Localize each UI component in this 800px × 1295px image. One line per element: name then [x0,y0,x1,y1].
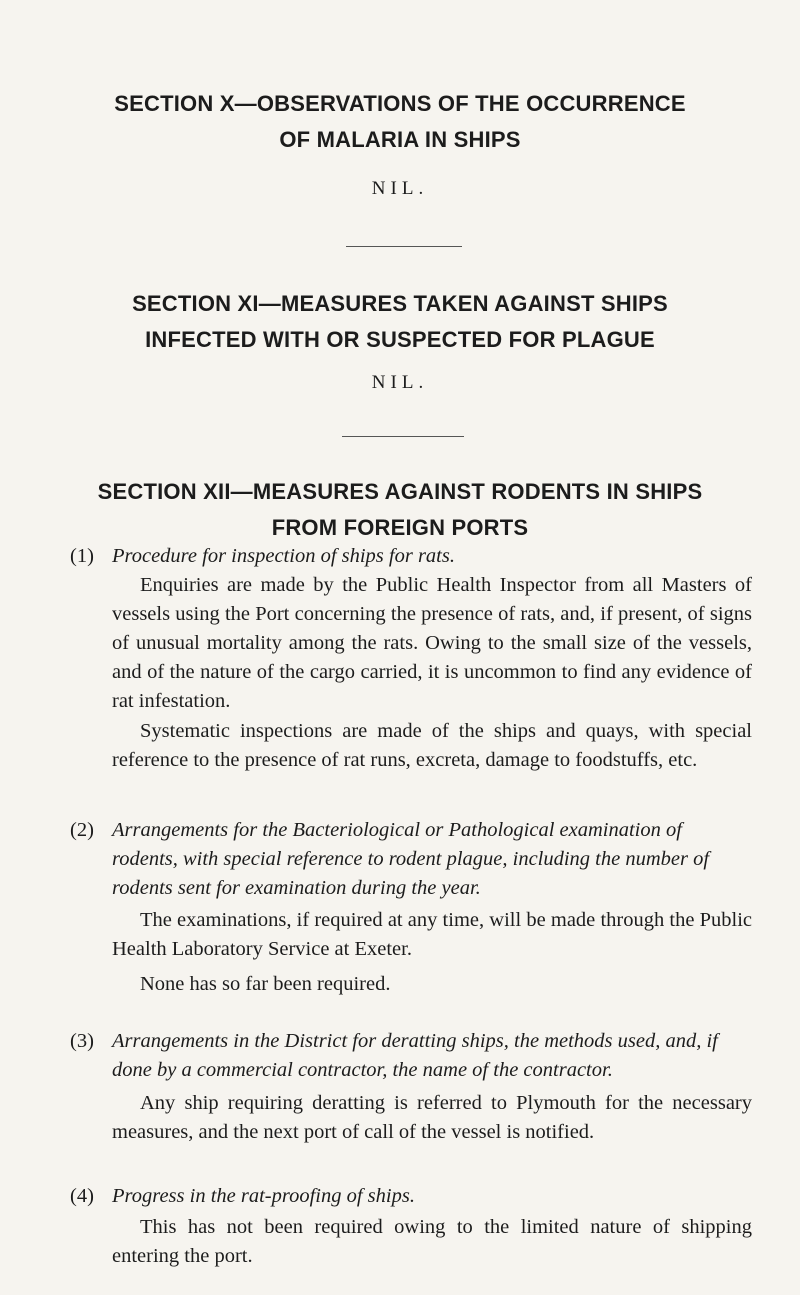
section-xii-heading [70,474,730,546]
item-1-paragraph-1: Enquiries are made by the Public Health Inspector from all Masters of vessels using the Port concerning the presence of rats, and, if present, of signs of unusual mortality among the rats. Owing to the small size of the vessels, and of the nature of the cargo carried, it is uncommon to find any evidence of rat infestation. [112,574,752,712]
item-4-number: (4) [70,1185,94,1207]
section-xi-heading [70,286,730,358]
item-4-title: Progress in the rat-proofing of ships. [112,1185,415,1207]
item-2-paragraph-2: None has so far been required. [140,973,391,995]
item-3-title: Arrangements in the District for deratting ships, the methods used, and, if done by a commercial contractor, the name of the contractor. [112,1030,718,1081]
item-4-paragraph-1: This has not been required owing to the limited nature of shipping entering the port. [112,1216,752,1267]
section-xi-heading-line1: SECTION XI—MEASURES TAKEN AGAINST SHIPS [132,291,668,316]
item-3-number: (3) [70,1030,94,1052]
item-2-paragraph-1: The examinations, if required at any time, will be made through the Public Health Laboratory Service at Exeter. [112,909,752,960]
item-1-title: Procedure for inspection of ships for rats. [112,545,455,567]
item-3-paragraph-1: Any ship requiring deratting is referred to Plymouth for the necessary measures, and the next port of call of the vessel is notified. [112,1092,752,1143]
item-2-number: (2) [70,819,94,841]
divider [346,246,462,247]
section-x-heading-line2: OF MALARIA IN SHIPS [279,127,521,152]
section-xi-heading-line2: INFECTED WITH OR SUSPECTED FOR PLAGUE [145,327,655,352]
item-2-title: Arrangements for the Bacteriological or Pathological examination of rodents, with special reference to rodent plague, including the number of rodents sent for examination during the year. [112,819,710,899]
section-x-heading-line1: SECTION X—OBSERVATIONS OF THE OCCURRENCE [114,91,686,116]
item-1-paragraph-2: Systematic inspections are made of the ships and quays, with special reference to the presence of rat runs, excreta, damage to foodstuffs, etc. [112,720,752,771]
section-xi-nil: NIL. [371,372,429,393]
section-xii-heading-line2: FROM FOREIGN PORTS [271,515,529,540]
section-x-heading [70,86,730,158]
section-xii-heading-line1: SECTION XII—MEASURES AGAINST RODENTS IN SHIPS [97,479,703,504]
section-x-nil: NIL. [371,178,429,199]
divider [342,436,464,437]
item-1-number: (1) [70,545,94,567]
